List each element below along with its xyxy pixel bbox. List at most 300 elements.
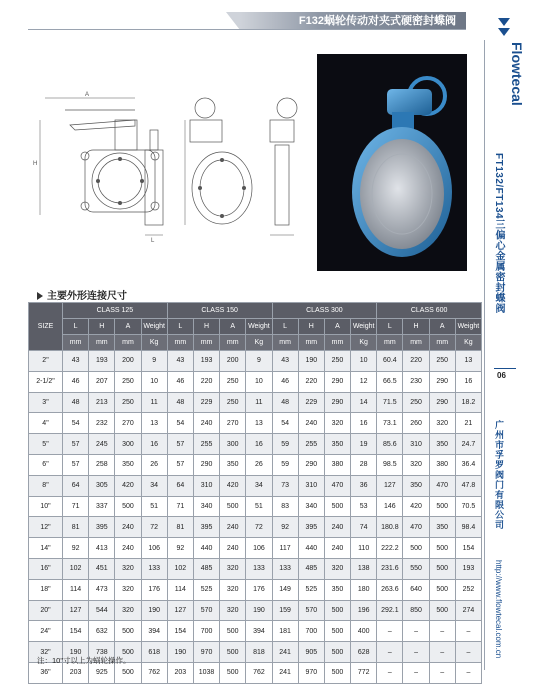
table-cell: 320 — [220, 600, 246, 621]
table-cell: 250 — [324, 351, 350, 372]
size-cell: 32" — [29, 642, 63, 663]
column-header: A — [324, 319, 350, 335]
table-cell: 818 — [246, 642, 272, 663]
unit-header: Kg — [455, 335, 481, 351]
table-cell: 180 — [351, 579, 377, 600]
dimensions-table — [28, 302, 482, 684]
table-cell: 66.5 — [377, 371, 403, 392]
table-cell: 117 — [272, 538, 298, 559]
table-cell: 250 — [115, 392, 141, 413]
website-url: http://www.flowtecal.com.cn — [494, 560, 503, 659]
table-cell: 485 — [193, 558, 219, 579]
table-cell: – — [377, 621, 403, 642]
table-cell: 500 — [115, 642, 141, 663]
table-cell: 57 — [63, 454, 89, 475]
table-cell: 59 — [272, 434, 298, 455]
table-cell: 114 — [63, 579, 89, 600]
table-cell: 24.7 — [455, 434, 481, 455]
table-cell: 110 — [351, 538, 377, 559]
table-cell: 451 — [89, 558, 115, 579]
class-header: CLASS 300 — [272, 303, 377, 319]
table-cell: 270 — [115, 413, 141, 434]
table-cell: 632 — [89, 621, 115, 642]
table-row — [29, 351, 482, 372]
table-row — [29, 392, 482, 413]
table-cell: 420 — [220, 475, 246, 496]
table-cell: 222.2 — [377, 538, 403, 559]
table-cell: – — [403, 662, 429, 683]
table-cell: 10 — [141, 371, 167, 392]
table-cell: – — [429, 662, 455, 683]
table-cell: 71.5 — [377, 392, 403, 413]
unit-header: Kg — [141, 335, 167, 351]
unit-header: mm — [377, 335, 403, 351]
table-cell: 500 — [324, 642, 350, 663]
table-cell: 220 — [298, 371, 324, 392]
table-cell: 350 — [220, 454, 246, 475]
column-header: H — [403, 319, 429, 335]
table-cell: 500 — [403, 538, 429, 559]
table-cell: 190 — [167, 642, 193, 663]
table-cell: 270 — [220, 413, 246, 434]
side-divider — [484, 40, 485, 670]
table-cell: – — [377, 662, 403, 683]
table-cell: 16 — [351, 413, 377, 434]
table-cell: 500 — [324, 662, 350, 683]
table-cell: 51 — [141, 496, 167, 517]
table-cell: 500 — [115, 621, 141, 642]
table-cell: 71 — [167, 496, 193, 517]
table-cell: 250 — [429, 351, 455, 372]
table-row — [29, 371, 482, 392]
table-cell: 98.5 — [377, 454, 403, 475]
dim-a-label: A — [85, 92, 90, 98]
table-cell: 240 — [220, 538, 246, 559]
table-cell: 258 — [89, 454, 115, 475]
table-cell: 21 — [455, 413, 481, 434]
table-cell: 762 — [141, 662, 167, 683]
table-cell: 229 — [193, 392, 219, 413]
size-cell: 20" — [29, 600, 63, 621]
table-cell: 92 — [167, 538, 193, 559]
table-cell: 350 — [115, 454, 141, 475]
table-cell: – — [377, 642, 403, 663]
size-cell: 2" — [29, 351, 63, 372]
table-cell: 138 — [351, 558, 377, 579]
table-cell: 180.8 — [377, 517, 403, 538]
table-cell: 10 — [351, 351, 377, 372]
table-cell: 550 — [403, 558, 429, 579]
column-header: L — [272, 319, 298, 335]
table-cell: 34 — [246, 475, 272, 496]
table-row — [29, 475, 482, 496]
table-cell: 146 — [377, 496, 403, 517]
table-cell: 64 — [167, 475, 193, 496]
table-row — [29, 538, 482, 559]
table-cell: 320 — [324, 558, 350, 579]
table-cell: 190 — [298, 351, 324, 372]
table-cell: 772 — [351, 662, 377, 683]
table-cell: 320 — [115, 600, 141, 621]
table-cell: 83 — [272, 496, 298, 517]
table-cell: 43 — [63, 351, 89, 372]
table-cell: 241 — [272, 662, 298, 683]
table-cell: 11 — [141, 392, 167, 413]
table-cell: 133 — [141, 558, 167, 579]
section-title: 主要外形连接尺寸 — [47, 291, 127, 302]
table-cell: 320 — [220, 579, 246, 600]
table-cell: 310 — [403, 434, 429, 455]
table-cell: 176 — [246, 579, 272, 600]
table-cell: 13 — [141, 413, 167, 434]
table-row — [29, 579, 482, 600]
size-cell: 6" — [29, 454, 63, 475]
table-cell: 394 — [246, 621, 272, 642]
table-cell: 241 — [272, 642, 298, 663]
table-cell: 193 — [193, 351, 219, 372]
class-header: CLASS 125 — [63, 303, 168, 319]
table-cell: 149 — [272, 579, 298, 600]
table-cell: 181 — [272, 621, 298, 642]
table-cell: 400 — [351, 621, 377, 642]
class-header: CLASS 150 — [167, 303, 272, 319]
column-header: A — [429, 319, 455, 335]
table-cell: 9 — [141, 351, 167, 372]
table-cell: 159 — [272, 600, 298, 621]
table-cell: 500 — [220, 621, 246, 642]
unit-header: mm — [89, 335, 115, 351]
table-cell: 290 — [298, 454, 324, 475]
table-cell: 250 — [220, 392, 246, 413]
size-cell: 14" — [29, 538, 63, 559]
column-header: Weight — [246, 319, 272, 335]
table-cell: 36.4 — [455, 454, 481, 475]
table-cell: 700 — [298, 621, 324, 642]
column-header: Weight — [141, 319, 167, 335]
table-cell: 43 — [167, 351, 193, 372]
column-header: L — [167, 319, 193, 335]
unit-header: mm — [403, 335, 429, 351]
table-cell: 500 — [220, 662, 246, 683]
table-cell: 203 — [167, 662, 193, 683]
size-header: SIZE — [29, 303, 63, 351]
table-cell: 350 — [324, 434, 350, 455]
table-row — [29, 558, 482, 579]
unit-header: Kg — [351, 335, 377, 351]
table-cell: 72 — [141, 517, 167, 538]
column-header: A — [220, 319, 246, 335]
table-row — [29, 621, 482, 642]
table-cell: 250 — [403, 392, 429, 413]
table-cell: 193 — [89, 351, 115, 372]
title-divider — [28, 29, 466, 30]
table-cell: 231.6 — [377, 558, 403, 579]
table-cell: 618 — [141, 642, 167, 663]
table-cell: 13 — [455, 351, 481, 372]
table-cell: 320 — [324, 413, 350, 434]
table-cell: 500 — [429, 558, 455, 579]
table-cell: 92 — [63, 538, 89, 559]
valve-drawings — [25, 90, 300, 250]
table-cell: 60.4 — [377, 351, 403, 372]
table-cell: 500 — [429, 496, 455, 517]
unit-header: mm — [272, 335, 298, 351]
dim-l-label: L — [151, 238, 155, 244]
table-cell: 337 — [89, 496, 115, 517]
table-cell: 250 — [115, 371, 141, 392]
table-cell: 12 — [351, 371, 377, 392]
table-cell: 320 — [429, 413, 455, 434]
table-cell: – — [455, 662, 481, 683]
table-cell: 500 — [220, 496, 246, 517]
table-row — [29, 413, 482, 434]
table-row — [29, 454, 482, 475]
table-cell: 10 — [246, 371, 272, 392]
table-cell: 905 — [298, 642, 324, 663]
table-cell: 970 — [193, 642, 219, 663]
table-cell: – — [403, 621, 429, 642]
table-cell: 500 — [115, 662, 141, 683]
unit-header: mm — [167, 335, 193, 351]
table-cell: 395 — [298, 517, 324, 538]
table-cell: 310 — [193, 475, 219, 496]
table-cell: 340 — [193, 496, 219, 517]
size-cell: 24" — [29, 621, 63, 642]
table-cell: 440 — [193, 538, 219, 559]
table-cell: 300 — [115, 434, 141, 455]
table-cell: 46 — [272, 371, 298, 392]
table-cell: 240 — [324, 538, 350, 559]
table-cell: 73.1 — [377, 413, 403, 434]
table-cell: 57 — [63, 434, 89, 455]
table-cell: 36 — [351, 475, 377, 496]
table-cell: 420 — [403, 496, 429, 517]
table-cell: 114 — [167, 579, 193, 600]
size-cell: 10" — [29, 496, 63, 517]
table-cell: 500 — [324, 600, 350, 621]
table-cell: 570 — [298, 600, 324, 621]
table-cell: 413 — [89, 538, 115, 559]
table-cell: 500 — [429, 600, 455, 621]
table-cell: 11 — [246, 392, 272, 413]
column-header: Weight — [455, 319, 481, 335]
table-cell: 127 — [167, 600, 193, 621]
table-cell: 320 — [403, 454, 429, 475]
valve-photo — [317, 54, 467, 271]
table-cell: 57 — [167, 454, 193, 475]
table-cell: 92 — [272, 517, 298, 538]
table-cell: 46 — [63, 371, 89, 392]
footnote: 注：10"寸以上为蜗轮操作。 — [37, 656, 131, 665]
class-header: CLASS 600 — [377, 303, 482, 319]
table-cell: 473 — [89, 579, 115, 600]
table-cell: 196 — [351, 600, 377, 621]
table-cell: 81 — [63, 517, 89, 538]
table-cell: 16 — [455, 371, 481, 392]
unit-header: mm — [193, 335, 219, 351]
table-cell: 190 — [141, 600, 167, 621]
table-cell: 102 — [63, 558, 89, 579]
table-cell: 47.8 — [455, 475, 481, 496]
table-cell: 290 — [324, 371, 350, 392]
table-cell: 193 — [455, 558, 481, 579]
table-cell: 310 — [298, 475, 324, 496]
unit-header: mm — [63, 335, 89, 351]
table-cell: 106 — [246, 538, 272, 559]
table-cell: 207 — [89, 371, 115, 392]
table-cell: 14 — [351, 392, 377, 413]
table-cell: 500 — [324, 621, 350, 642]
size-cell: 5" — [29, 434, 63, 455]
table-cell: – — [455, 621, 481, 642]
table-cell: 255 — [193, 434, 219, 455]
table-cell: 48 — [272, 392, 298, 413]
table-cell: 500 — [429, 538, 455, 559]
table-cell: 54 — [272, 413, 298, 434]
table-cell: 81 — [167, 517, 193, 538]
table-cell: – — [455, 642, 481, 663]
page-title: F132蜗轮传动对夹式硬密封蝶阀 — [240, 12, 466, 30]
table-cell: 350 — [403, 475, 429, 496]
table-cell: 133 — [246, 558, 272, 579]
table-cell: 485 — [298, 558, 324, 579]
unit-header: mm — [115, 335, 141, 351]
table-cell: 850 — [403, 600, 429, 621]
table-cell: 525 — [193, 579, 219, 600]
brand-name: Flowtecal — [509, 42, 525, 106]
table-cell: 220 — [193, 371, 219, 392]
column-header: H — [193, 319, 219, 335]
table-cell: 74 — [351, 517, 377, 538]
table-cell: 154 — [63, 621, 89, 642]
table-cell: 290 — [193, 454, 219, 475]
column-header: H — [298, 319, 324, 335]
table-cell: – — [429, 642, 455, 663]
size-cell: 4" — [29, 413, 63, 434]
table-cell: 18.2 — [455, 392, 481, 413]
table-cell: 85.6 — [377, 434, 403, 455]
table-cell: – — [403, 642, 429, 663]
table-cell: 240 — [324, 517, 350, 538]
table-cell: 51 — [246, 496, 272, 517]
table-cell: 640 — [403, 579, 429, 600]
column-header: H — [89, 319, 115, 335]
table-cell: 290 — [324, 392, 350, 413]
table-cell: – — [429, 621, 455, 642]
table-cell: 48 — [167, 392, 193, 413]
table-cell: 320 — [115, 579, 141, 600]
table-cell: 59 — [272, 454, 298, 475]
column-header: Weight — [351, 319, 377, 335]
table-cell: 54 — [63, 413, 89, 434]
size-cell: 36" — [29, 662, 63, 683]
table-cell: 73 — [272, 475, 298, 496]
table-cell: 245 — [89, 434, 115, 455]
table-cell: 72 — [246, 517, 272, 538]
table-cell: 232 — [89, 413, 115, 434]
table-row — [29, 496, 482, 517]
page-number: 06 — [497, 371, 506, 380]
table-cell: 102 — [167, 558, 193, 579]
table-cell: 71 — [63, 496, 89, 517]
table-cell: 106 — [141, 538, 167, 559]
table-cell: 305 — [89, 475, 115, 496]
table-cell: 13 — [246, 413, 272, 434]
table-cell: 292.1 — [377, 600, 403, 621]
table-cell: 525 — [298, 579, 324, 600]
size-cell: 16" — [29, 558, 63, 579]
table-cell: 380 — [324, 454, 350, 475]
table-cell: 500 — [220, 642, 246, 663]
table-cell: 54 — [167, 413, 193, 434]
table-cell: 240 — [220, 517, 246, 538]
table-cell: 16 — [141, 434, 167, 455]
table-cell: 9 — [246, 351, 272, 372]
table-row — [29, 600, 482, 621]
table-cell: 394 — [141, 621, 167, 642]
table-cell: 320 — [115, 558, 141, 579]
table-cell: 290 — [429, 371, 455, 392]
table-cell: 19 — [351, 434, 377, 455]
size-cell: 8" — [29, 475, 63, 496]
table-cell: 57 — [167, 434, 193, 455]
table-cell: 200 — [220, 351, 246, 372]
table-cell: 250 — [220, 371, 246, 392]
table-cell: 200 — [115, 351, 141, 372]
table-cell: 240 — [115, 538, 141, 559]
table-cell: 127 — [377, 475, 403, 496]
table-cell: 220 — [403, 351, 429, 372]
table-cell: 544 — [89, 600, 115, 621]
flowtecal-logo — [488, 14, 525, 129]
table-cell: 762 — [246, 662, 272, 683]
table-cell: 925 — [89, 662, 115, 683]
table-cell: 213 — [89, 392, 115, 413]
table-cell: 230 — [403, 371, 429, 392]
table-cell: 43 — [272, 351, 298, 372]
table-cell: 154 — [167, 621, 193, 642]
table-cell: 350 — [429, 434, 455, 455]
table-cell: 229 — [298, 392, 324, 413]
table-cell: 53 — [351, 496, 377, 517]
unit-header: mm — [429, 335, 455, 351]
table-cell: 133 — [272, 558, 298, 579]
table-cell: 48 — [63, 392, 89, 413]
table-cell: 970 — [298, 662, 324, 683]
page-divider — [494, 368, 516, 369]
company-name: 广州市孚罗阀门有限公司 — [494, 420, 504, 530]
table-cell: 127 — [63, 600, 89, 621]
table-cell: 470 — [403, 517, 429, 538]
size-cell: 18" — [29, 579, 63, 600]
table-cell: 340 — [298, 496, 324, 517]
table-cell: 274 — [455, 600, 481, 621]
table-cell: 440 — [298, 538, 324, 559]
table-cell: 240 — [115, 517, 141, 538]
unit-header: mm — [324, 335, 350, 351]
table-cell: 263.6 — [377, 579, 403, 600]
table-cell: 154 — [455, 538, 481, 559]
table-cell: 34 — [141, 475, 167, 496]
product-title: FT132/FT134三偏心金属密封蝶阀 — [493, 153, 504, 314]
dim-h-label: H — [33, 161, 38, 167]
table-cell: 26 — [141, 454, 167, 475]
size-cell: 12" — [29, 517, 63, 538]
table-cell: 70.5 — [455, 496, 481, 517]
table-cell: 700 — [193, 621, 219, 642]
table-cell: 255 — [298, 434, 324, 455]
table-cell: 570 — [193, 600, 219, 621]
